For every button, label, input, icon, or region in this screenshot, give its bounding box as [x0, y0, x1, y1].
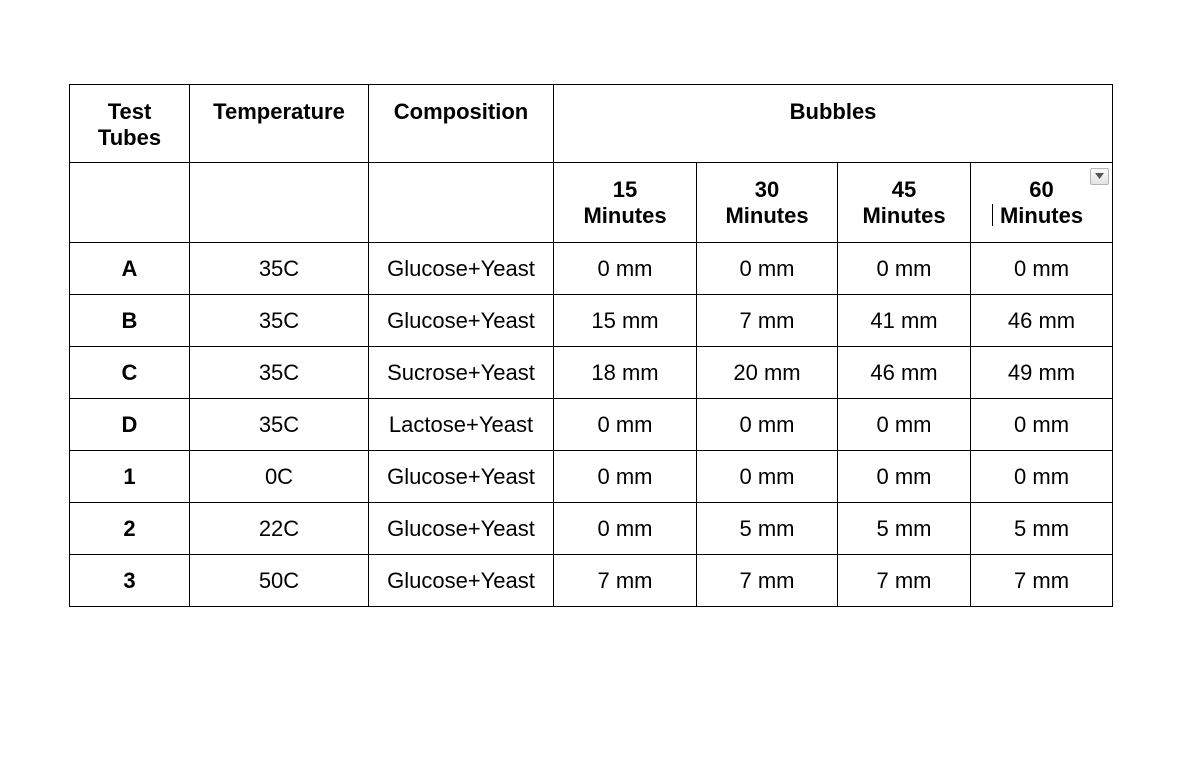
cell-test-tube[interactable]: [70, 451, 190, 503]
cell-bubbles-45[interactable]: [838, 503, 971, 555]
cell-temperature[interactable]: [190, 451, 369, 503]
header-label-composition: Composition: [393, 99, 529, 124]
cell-bubbles-45-text: 7 mm: [876, 567, 932, 593]
cell-bubbles-45-text: 0 mm: [876, 255, 932, 281]
cell-bubbles-30-text: 0 mm: [739, 255, 795, 281]
cell-bubbles-60-text: 46 mm: [1007, 307, 1076, 333]
cell-bubbles-30[interactable]: [697, 399, 838, 451]
cell-bubbles-60-text: 0 mm: [1014, 411, 1070, 437]
subheader-cell-time-60[interactable]: [971, 163, 1113, 243]
table-row: [70, 243, 1113, 295]
cell-composition[interactable]: [369, 451, 554, 503]
cell-bubbles-15-text: 0 mm: [597, 515, 653, 541]
cell-bubbles-60-text: 49 mm: [1007, 359, 1076, 385]
cell-temperature[interactable]: [190, 503, 369, 555]
cell-bubbles-30[interactable]: [697, 347, 838, 399]
cell-test-tube[interactable]: [70, 295, 190, 347]
table-row: [70, 555, 1113, 607]
cell-temperature[interactable]: [190, 347, 369, 399]
cell-bubbles-45[interactable]: [838, 295, 971, 347]
cell-bubbles-60[interactable]: [971, 295, 1113, 347]
cell-bubbles-30-text: 7 mm: [739, 567, 795, 593]
cell-temperature[interactable]: [190, 295, 369, 347]
cell-bubbles-15[interactable]: [554, 399, 697, 451]
cell-composition[interactable]: [369, 399, 554, 451]
time-label-15: 15 Minutes: [583, 176, 667, 228]
header-label-test-tubes: Test Tubes: [97, 99, 162, 150]
cell-test-tube-text: 3: [123, 567, 136, 593]
cell-bubbles-30-text: 7 mm: [739, 307, 795, 333]
cell-bubbles-15-text: 18 mm: [591, 359, 659, 385]
table-row: [70, 451, 1113, 503]
cell-bubbles-45-text: 41 mm: [870, 307, 938, 333]
cell-bubbles-30-text: 0 mm: [739, 463, 795, 489]
table-row: [70, 503, 1113, 555]
cell-bubbles-30-text: 0 mm: [739, 411, 795, 437]
chevron-down-icon[interactable]: [1090, 168, 1109, 185]
cell-temperature-text: 35C: [258, 255, 300, 281]
cell-bubbles-60[interactable]: [971, 555, 1113, 607]
cell-test-tube[interactable]: [70, 555, 190, 607]
cell-bubbles-60-text: 0 mm: [1014, 463, 1070, 489]
cell-bubbles-15[interactable]: [554, 555, 697, 607]
cell-temperature[interactable]: [190, 399, 369, 451]
time-label-45: 45 Minutes: [862, 176, 946, 228]
cell-bubbles-45[interactable]: [838, 399, 971, 451]
cell-bubbles-60[interactable]: [971, 347, 1113, 399]
cell-test-tube-text: C: [121, 359, 138, 385]
cell-bubbles-30[interactable]: [697, 243, 838, 295]
cell-bubbles-45-text: 46 mm: [870, 359, 938, 385]
cell-test-tube[interactable]: [70, 243, 190, 295]
header-row: [70, 85, 1113, 163]
cell-bubbles-30-text: 20 mm: [733, 359, 801, 385]
header-label-temperature: Temperature: [213, 99, 345, 124]
cell-composition-text: Glucose+Yeast: [387, 307, 535, 333]
cell-bubbles-60[interactable]: [971, 503, 1113, 555]
subheader-cell-time-45[interactable]: [838, 163, 971, 243]
cell-composition-text: Sucrose+Yeast: [387, 359, 535, 385]
cell-bubbles-15[interactable]: [554, 503, 697, 555]
cell-bubbles-15-text: 7 mm: [597, 567, 653, 593]
header-cell-temperature[interactable]: [190, 85, 369, 163]
cell-composition-text: Glucose+Yeast: [387, 255, 535, 281]
cell-bubbles-45[interactable]: [838, 451, 971, 503]
subheader-cell-empty-tubes[interactable]: [70, 163, 190, 243]
cell-temperature[interactable]: [190, 555, 369, 607]
cell-composition[interactable]: [369, 347, 554, 399]
cell-test-tube-text: A: [121, 255, 138, 281]
cell-bubbles-30[interactable]: [697, 503, 838, 555]
cell-test-tube-text: 1: [123, 463, 136, 489]
cell-test-tube[interactable]: [70, 347, 190, 399]
subheader-cell-empty-temperature[interactable]: [190, 163, 369, 243]
header-cell-test-tubes[interactable]: [70, 85, 190, 163]
cell-bubbles-45[interactable]: [838, 555, 971, 607]
header-label-bubbles: Bubbles: [789, 99, 877, 124]
cell-composition[interactable]: [369, 243, 554, 295]
subheader-cell-time-30[interactable]: [697, 163, 838, 243]
cell-bubbles-15-text: 0 mm: [597, 411, 653, 437]
header-cell-composition[interactable]: [369, 85, 554, 163]
subheader-row: [70, 163, 1113, 243]
cell-composition-text: Glucose+Yeast: [387, 515, 535, 541]
cell-temperature-text: 35C: [258, 411, 300, 437]
cell-bubbles-30[interactable]: [697, 451, 838, 503]
cell-bubbles-45-text: 5 mm: [876, 515, 932, 541]
time-label-30: 30 Minutes: [725, 176, 809, 228]
cell-temperature-text: 50C: [258, 567, 300, 593]
cell-test-tube-text: 2: [123, 515, 136, 541]
header-cell-bubbles[interactable]: [554, 85, 1113, 163]
cell-bubbles-60-text: 0 mm: [1014, 255, 1070, 281]
cell-composition[interactable]: [369, 295, 554, 347]
cell-bubbles-30[interactable]: [697, 295, 838, 347]
cell-bubbles-60[interactable]: [971, 243, 1113, 295]
cell-bubbles-45[interactable]: [838, 347, 971, 399]
cell-test-tube[interactable]: [70, 503, 190, 555]
cell-bubbles-15[interactable]: [554, 243, 697, 295]
cell-composition-text: Glucose+Yeast: [387, 463, 535, 489]
table-row: [70, 295, 1113, 347]
subheader-cell-empty-composition[interactable]: [369, 163, 554, 243]
cell-bubbles-15[interactable]: [554, 347, 697, 399]
cell-composition-text: Glucose+Yeast: [387, 567, 535, 593]
cell-bubbles-60-text: 7 mm: [1014, 567, 1070, 593]
cell-temperature[interactable]: [190, 243, 369, 295]
cell-test-tube[interactable]: [70, 399, 190, 451]
cell-bubbles-45[interactable]: [838, 243, 971, 295]
cell-test-tube-text: B: [121, 307, 138, 333]
time-label-60: 60 Minutes: [999, 176, 1084, 228]
cell-bubbles-45-text: 0 mm: [876, 463, 932, 489]
cell-temperature-text: 0C: [264, 463, 294, 489]
cell-bubbles-15-text: 0 mm: [597, 463, 653, 489]
cell-bubbles-15-text: 0 mm: [597, 255, 653, 281]
cell-bubbles-15[interactable]: [554, 451, 697, 503]
cell-temperature-text: 22C: [258, 515, 300, 541]
cell-bubbles-30-text: 5 mm: [739, 515, 795, 541]
cell-bubbles-45-text: 0 mm: [876, 411, 932, 437]
subheader-cell-time-15[interactable]: [554, 163, 697, 243]
cell-composition[interactable]: [369, 503, 554, 555]
data-table: [69, 84, 1113, 607]
cell-test-tube-text: D: [121, 411, 138, 437]
table-row: [70, 399, 1113, 451]
cell-bubbles-60-text: 5 mm: [1014, 515, 1070, 541]
cell-composition-text: Lactose+Yeast: [388, 411, 534, 437]
cell-temperature-text: 35C: [258, 307, 300, 333]
cell-bubbles-30[interactable]: [697, 555, 838, 607]
cell-bubbles-15[interactable]: [554, 295, 697, 347]
cell-bubbles-60[interactable]: [971, 451, 1113, 503]
cell-bubbles-15-text: 15 mm: [591, 307, 659, 333]
cell-composition[interactable]: [369, 555, 554, 607]
table-row: [70, 347, 1113, 399]
cell-bubbles-60[interactable]: [971, 399, 1113, 451]
cell-temperature-text: 35C: [258, 359, 300, 385]
